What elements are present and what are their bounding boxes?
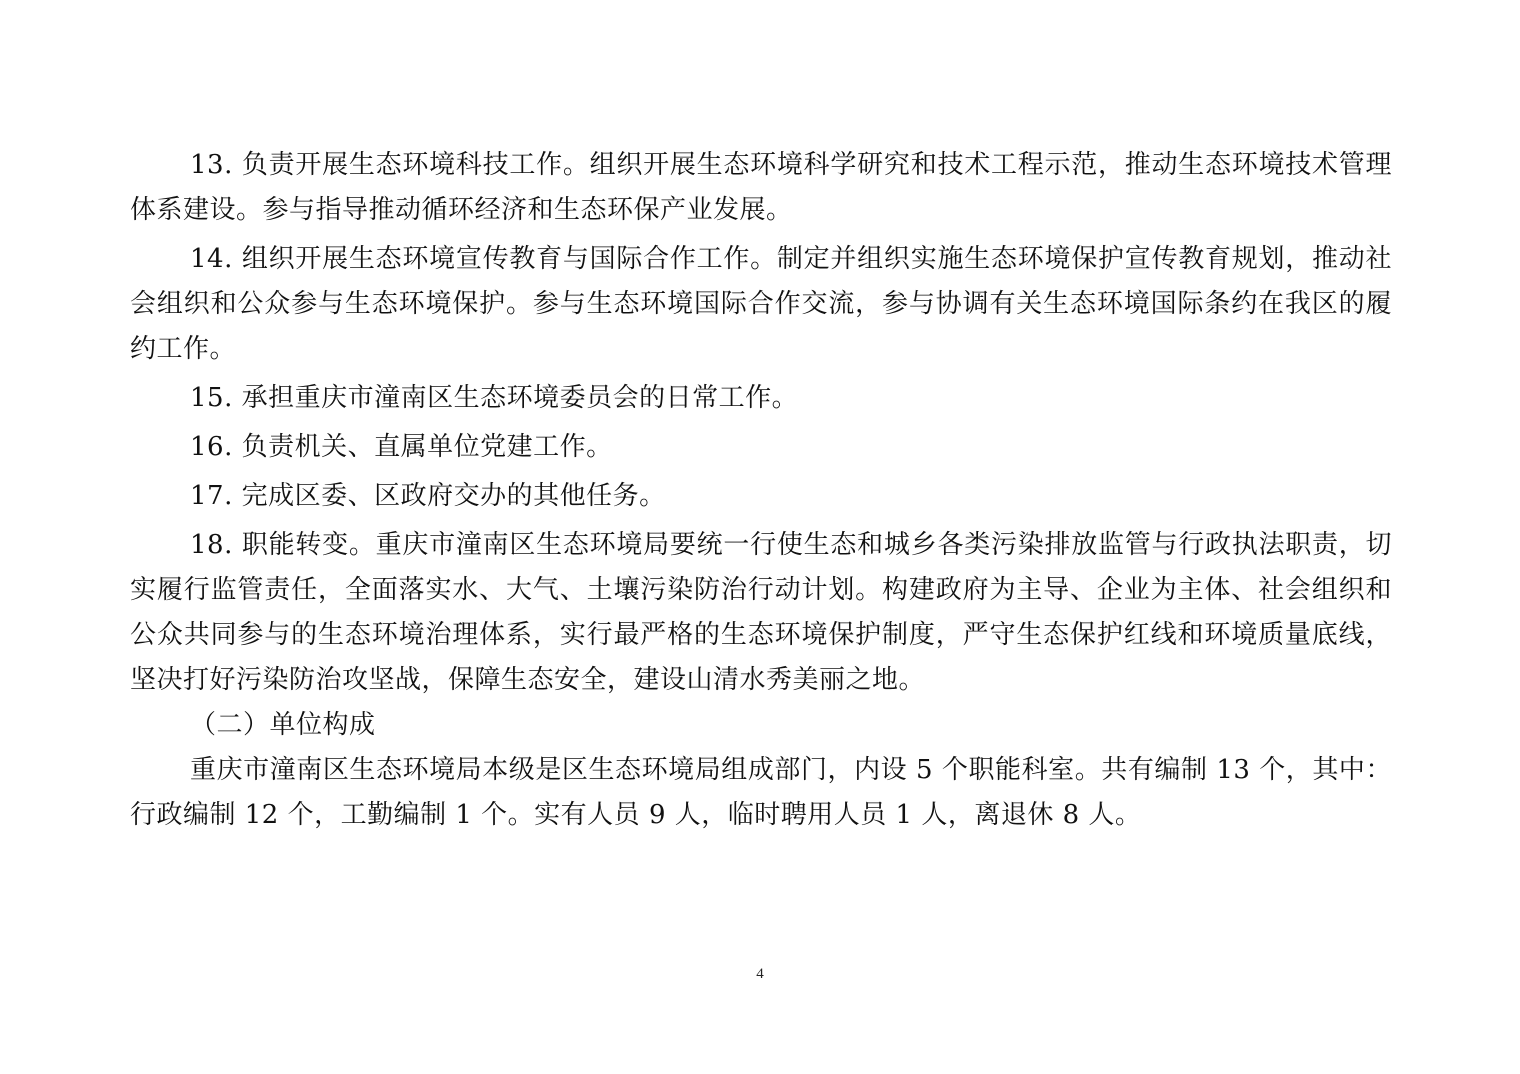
- document-body: [130, 143, 1392, 838]
- paragraph-14: 14. 组织开展生态环境宣传教育与国际合作工作。制定并组织实施生态环境保护宣传教育规划，推动社会组织和公众参与生态环境保护。参与生态环境国际合作交流，参与协调有关生态环境国际条约在我区的履约工作。: [130, 244, 1392, 364]
- paragraph-17: 17. 完成区委、区政府交办的其他任务。: [190, 481, 666, 511]
- paragraph-16: 16. 负责机关、直属单位党建工作。: [190, 432, 613, 462]
- page-number: 4: [756, 966, 764, 982]
- paragraph-unit-composition: 重庆市潼南区生态环境局本级是区生态环境局组成部门，内设 5 个职能科室。共有编制 13 个，其中：行政编制 12 个，工勤编制 1 个。实有人员 9 人，临时聘用人员 1 人，离退休 8 人。: [130, 755, 1392, 830]
- paragraph-18: 18. 职能转变。重庆市潼南区生态环境局要统一行使生态和城乡各类污染排放监管与行政执法职责，切实履行监管责任，全面落实水、大气、土壤污染防治行动计划。构建政府为主导、企业为主体、社会组织和公众共同参与的生态环境治理体系，实行最严格的生态环境保护制度，严守生态保护红线和环境质量底线，坚决打好污染防治攻坚战，保障生态安全，建设山清水秀美丽之地。: [130, 530, 1392, 695]
- paragraph-15: 15. 承担重庆市潼南区生态环境委员会的日常工作。: [190, 383, 799, 413]
- section-heading-unit-composition: （二）单位构成: [190, 710, 376, 740]
- paragraph-13: 13. 负责开展生态环境科技工作。组织开展生态环境科学研究和技术工程示范，推动生态环境技术管理体系建设。参与指导推动循环经济和生态环保产业发展。: [130, 150, 1392, 225]
